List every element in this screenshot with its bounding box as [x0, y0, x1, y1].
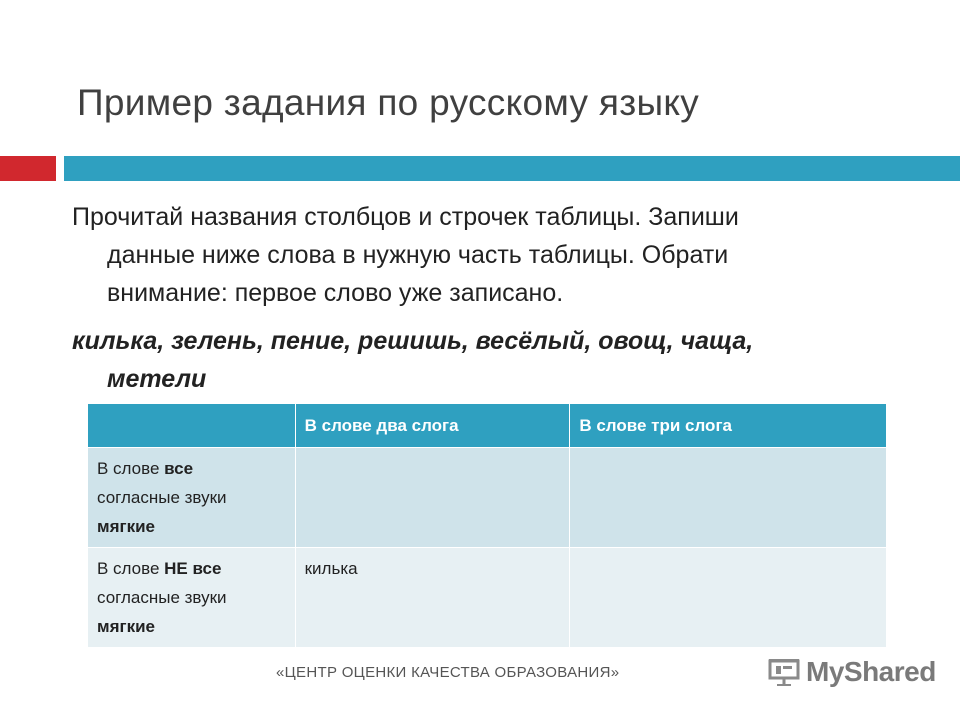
word-list: [72, 322, 892, 398]
word-list-line-2: метели: [107, 365, 207, 393]
table-header-corner: [88, 404, 296, 448]
table-cell[interactable]: [570, 548, 887, 648]
instruction-line-2: данные ниже слова в нужную часть таблицы. Обрати: [107, 241, 729, 269]
answer-table: [87, 403, 887, 648]
table-row: [88, 548, 887, 648]
row-label-all-soft: В слове все согласные звуки мягкие: [88, 448, 296, 548]
watermark-logo: [768, 655, 936, 689]
watermark-text: MyShared: [806, 656, 936, 687]
accent-bar-teal: [64, 156, 960, 181]
slide-title: Пример задания по русскому языку: [77, 82, 700, 123]
instruction-line-3: внимание: первое слово уже записано.: [107, 279, 564, 307]
table-cell[interactable]: [295, 448, 570, 548]
table-cell[interactable]: килька: [295, 548, 570, 648]
footer-text: «ЦЕНТР ОЦЕНКИ КАЧЕСТВА ОБРАЗОВАНИЯ»: [276, 664, 620, 681]
table-header-two-syllables: В слове два слога: [295, 404, 570, 448]
instruction-line-1: Прочитай названия столбцов и строчек таблицы. Запиши: [72, 203, 739, 231]
table-row: [88, 448, 887, 548]
table-header-three-syllables: В слове три слога: [570, 404, 887, 448]
row-label-not-all-soft: В слове НЕ все согласные звуки мягкие: [88, 548, 296, 648]
instruction-text: [72, 198, 892, 312]
word-list-line-1: килька, зелень, пение, решишь, весёлый, овощ, чаща,: [72, 327, 754, 355]
presentation-board-icon: [768, 658, 800, 686]
table-cell[interactable]: [570, 448, 887, 548]
table-header-row: [88, 404, 887, 448]
accent-bar-red: [0, 156, 56, 181]
